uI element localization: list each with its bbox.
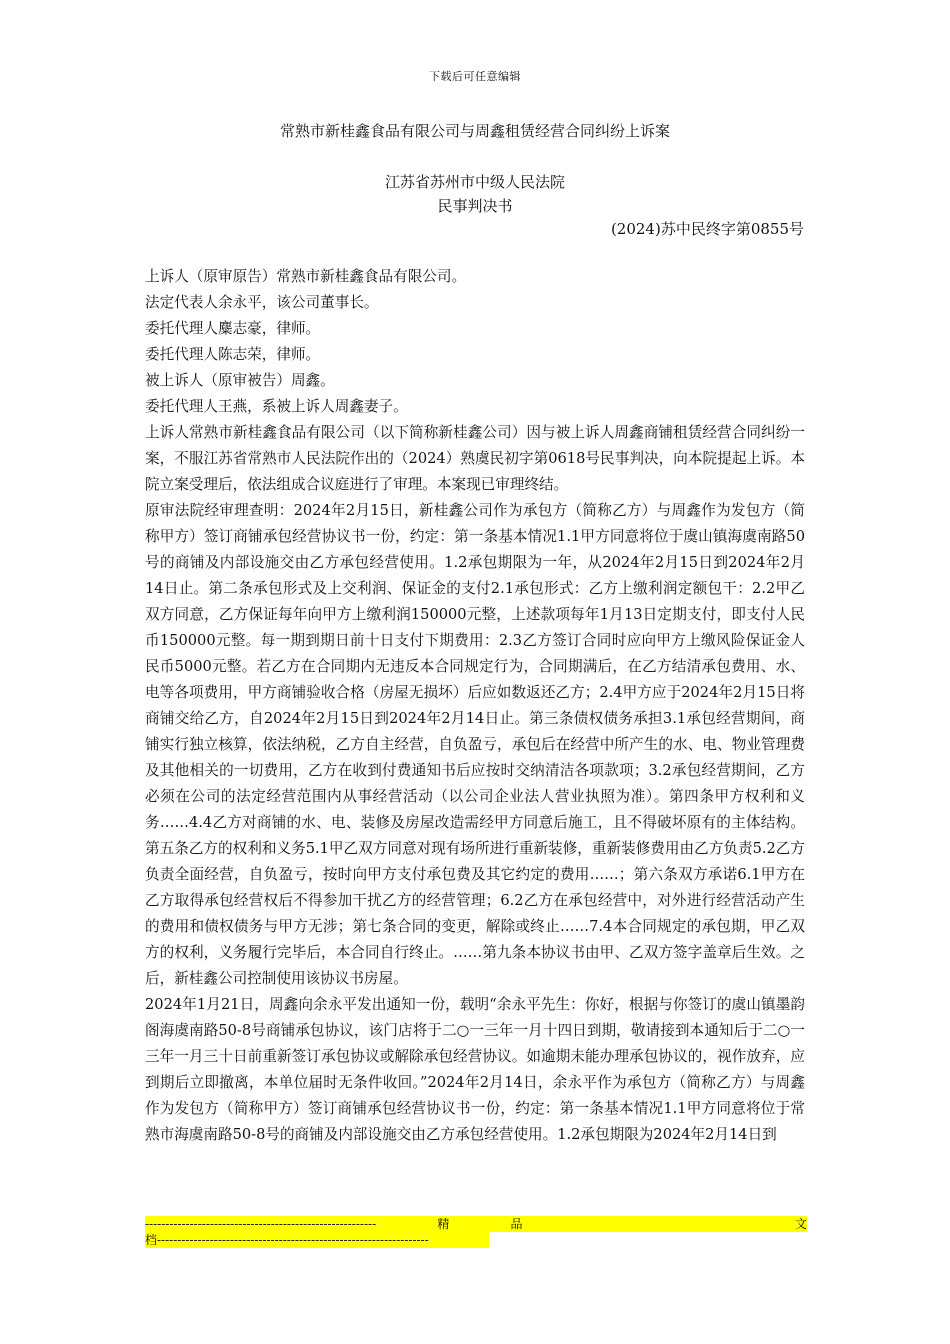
court-block	[0, 170, 950, 218]
footer-dashes: ---------------------------------------------------------	[145, 1217, 377, 1231]
document-title: 常熟市新桂鑫食品有限公司与周鑫租赁经营合同纠纷上诉案	[279, 122, 670, 140]
paragraph: 原审法院经审理查明：2024年2月15日，新桂鑫公司作为承包方（简称乙方）与周鑫作为发包方（简称甲方）签订商铺承包经营协议书一份，约定：第一条基本情况1.1甲方同意将位于虞山镇海虞南路50号的商铺及内部设施交由乙方承包经营使用。1.2承包期限为一年，从2024年2月15日到2024年2月14日止。第二条承包形式及上交利润、保证金的支付2.1承包形式：乙方上缴利润定额包干：2.2甲乙双方同意，乙方保证每年向甲方上缴利润150000元整，上述款项每年1月13日定期支付，即支付人民币150000元整。每一期到期日前十日支付下期费用：2.3乙方签订合同时应向甲方上缴风险保证金人民币5000元整。若乙方在合同期内无违反本合同规定行为，合同期满后，在乙方结清承包费用、水、电等各项费用，甲方商铺验收合格（房屋无损坏）后应如数返还乙方；2.4甲方应于2024年2月15日将商铺交给乙方，自2024年2月15日到2024年2月14日止。第三条债权债务承担3.1承包经营期间，商铺实行独立核算，依法纳税，乙方自主经营，自负盈亏，承包后在经营中所产生的水、电、物业管理费及其他相关的一切费用，乙方在收到付费通知书后应按时交纳清洁各项款项；3.2承包经营期间，乙方必须在公司的法定经营范围内从事经营活动（以公司企业法人营业执照为准）。第四条甲方权利和义务……4.4乙方对商铺的水、电、装修及房屋改造需经甲方同意后施工，且不得破坏原有的主体结构。第五条乙方的权利和义务5.1甲乙双方同意对现有场所进行重新装修，重新装修费用由乙方负责5.2乙方负责全面经营，自负盈亏，按时向甲方支付承包费及其它约定的费用……；第六条双方承诺6.1甲方在乙方取得承包经营权后不得参加干扰乙方的经营管理；6.2乙方在承包经营中，对外进行经营活动产生的费用和债权债务与甲方无涉；第七条合同的变更，解除或终止……7.4本合同规定的承包期，甲乙双方的权利，义务履行完毕后，本合同自行终止。……第九条本协议书由甲、乙双方签字盖章后生效。之后，新桂鑫公司控制使用该协议书房屋。	[145, 502, 805, 987]
document-type: 民事判决书	[437, 197, 513, 215]
court-name: 江苏省苏州市中级人民法院	[384, 173, 565, 191]
paragraph: 2024年1月21日，周鑫向余永平发出通知一份，载明“余永平先生：你好，根据与你签订的虞山镇墨韵阁海虞南路50-8号商铺承包协议，该门店将于二○一三年一月十四日到期，敬请接到本通知后于二○一三年一月三十日前重新签订承包协议或解除承包经营协议。如逾期未能办理承包协议的，视作放弃，应到期后立即撤离，本单位届时无条件收回。”2024年2月14日，余永平作为承包方（简称乙方）与周鑫作为发包方（简称甲方）签订商铺承包经营协议书一份，约定：第一条基本情况1.1甲方同意将位于常熟市海虞南路50-8号的商铺及内部设施交由乙方承包经营使用。1.2承包期限为2024年2月14日到	[145, 996, 805, 1143]
paragraph: 委托代理人麋志豪，律师。	[145, 320, 321, 337]
footer-watermark	[145, 1216, 807, 1252]
header-note: 下载后可任意编辑	[429, 70, 521, 83]
paragraph: 上诉人（原审原告）常熟市新桂鑫食品有限公司。	[145, 268, 467, 285]
paragraph: 法定代表人余永平，该公司董事长。	[145, 294, 379, 311]
footer-char: 文	[794, 1217, 807, 1231]
paragraph: 被上诉人（原审被告）周鑫。	[145, 372, 335, 389]
paragraph: 委托代理人王燕，系被上诉人周鑫妻子。	[145, 398, 408, 415]
footer-char: 品	[510, 1217, 523, 1231]
footer-char: 精	[437, 1217, 450, 1231]
paragraph: 委托代理人陈志荣，律师。	[145, 346, 321, 363]
footer-line-1	[145, 1216, 807, 1232]
paragraph: 上诉人常熟市新桂鑫食品有限公司（以下简称新桂鑫公司）因与被上诉人周鑫商铺租赁经营合同纠纷一案，不服江苏省常熟市人民法院作出的（2024）熟虞民初字第0618号民事判决，向本院提起上诉。本院立案受理后，依法组成合议庭进行了审理。本案现已审理终结。	[145, 424, 805, 493]
document-body	[145, 264, 805, 1148]
case-number: (2024)苏中民终字第0855号	[610, 220, 804, 238]
footer-line-2: 档-------------------------------------------------------------------	[145, 1232, 489, 1248]
